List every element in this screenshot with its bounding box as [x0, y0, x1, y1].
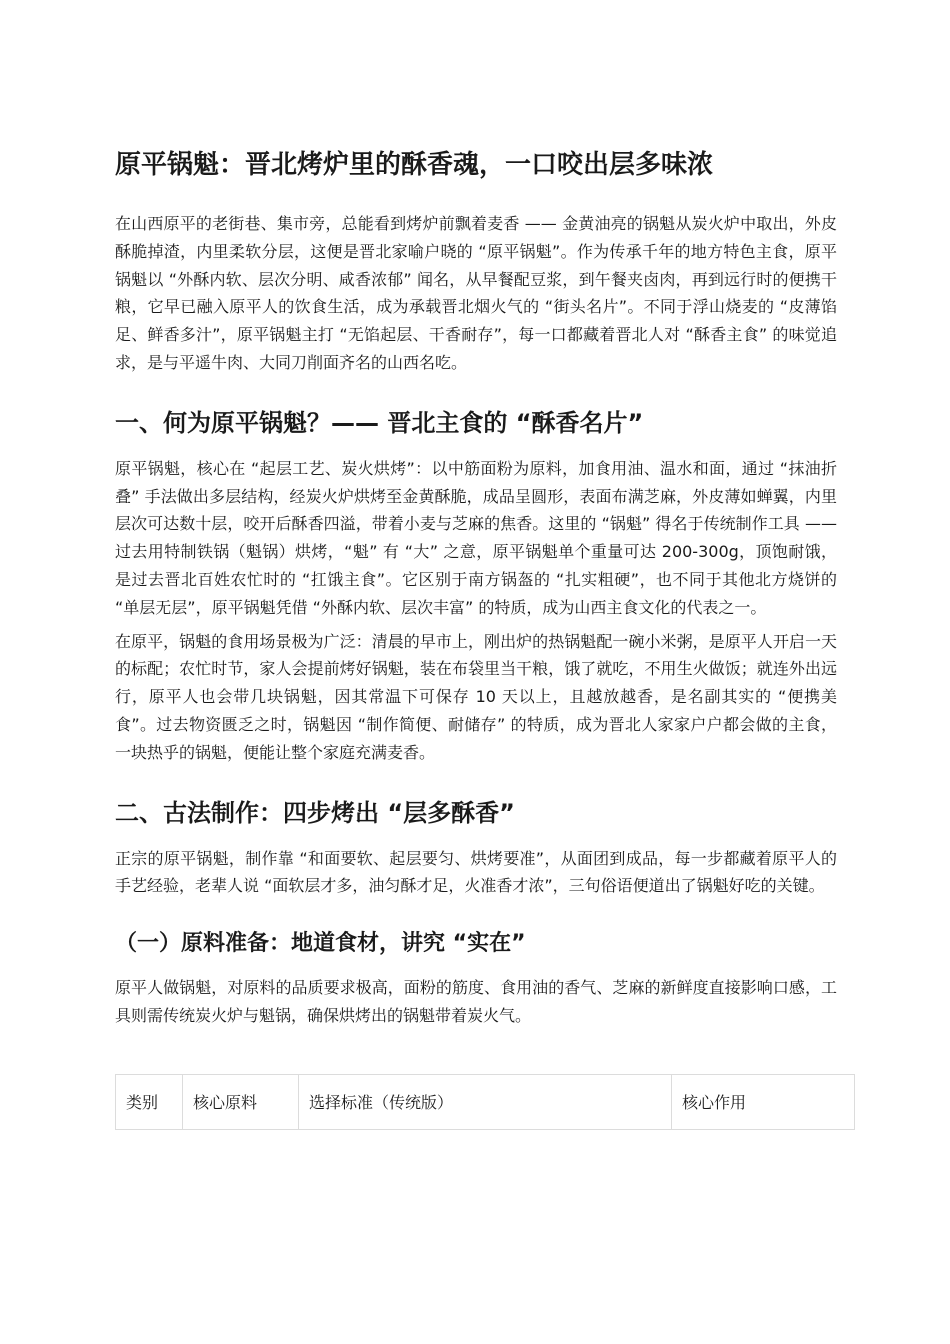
document-page [115, 140, 837, 1130]
ingredients-table [115, 1074, 855, 1130]
table-header-ingredient: 核心原料 [183, 1074, 299, 1129]
section-1-paragraph-2: 在原平，锅魁的食用场景极为广泛：清晨的早市上，刚出炉的热锅魁配一碗小米粥，是原平人开启一天的标配；农忙时节，家人会提前烤好锅魁，装在布袋里当干粮，饿了就吃，不用生火做饭；就连外出远行，原平人也会带几块锅魁，因其常温下可保存 10 天以上，且越放越香，是名副其实的 “便携美食”。过去物资匮乏之时，锅魁因 “制作简便、耐储存” 的特质，成为晋北人家家户户都会做的主食，一块热乎的锅魁，便能让整个家庭充满麦香。 [115, 631, 837, 762]
intro-paragraph: 在山西原平的老街巷、集市旁，总能看到烤炉前飘着麦香 —— 金黄油亮的锅魁从炭火炉中取出，外皮酥脆掉渣，内里柔软分层，这便是晋北家喻户晓的 “原平锅魁”。作为传承千年的地方特色主食，原平锅魁以 “外酥内软、层次分明、咸香浓郁” 闻名，从早餐配豆浆，到午餐夹卤肉，再到远行时的便携干粮，它早已融入原平人的饮食生活，成为承载晋北烟火气的 “街头名片”。不同于浮山烧麦的 “皮薄馅足、鲜香多汁”，原平锅魁主打 “无馅起层、干香耐存”，每一口都藏着晋北人对 “酥香主食” 的味觉追求，是与平遥牛肉、大同刀削面齐名的山西名吃。 [115, 214, 837, 372]
section-1-paragraph-1: 原平锅魁，核心在 “起层工艺、炭火烘烤”：以中筋面粉为原料，加食用油、温水和面，通过 “抹油折叠” 手法做出多层结构，经炭火炉烘烤至金黄酥脆，成品呈圆形，表面布满芝麻，外皮薄如蝉翼，内里层次可达数十层，咬开后酥香四溢，带着小麦与芝麻的焦香。这里的 “锅魁” 得名于传统制作工具 —— 过去用特制铁锅（魁锅）烘烤，“魁” 有 “大” 之意，原平锅魁单个重量可达 200-300g，顶饱耐饿，是过去晋北百姓农忙时的 “扛饿主食”。它区别于南方锅盔的 “扎实粗硬”，也不同于其他北方烧饼的 “单层无层”，原平锅魁凭借 “外酥内软、层次丰富” 的特质，成为山西主食文化的代表之一。 [115, 458, 837, 617]
table-header-criteria: 选择标准（传统版） [299, 1074, 672, 1129]
section-2-paragraph: 正宗的原平锅魁，制作靠 “和面要软、起层要匀、烘烤要准”，从面团到成品，每一步都藏着原平人的手艺经验，老辈人说 “面软层才多，油匀酥才足，火准香才浓”，三句俗语便道出了锅魁好吃的关键。 [115, 848, 837, 896]
table-header-role: 核心作用 [672, 1074, 855, 1129]
section-1-heading: 一、何为原平锅魁？—— 晋北主食的 “酥香名片” [115, 408, 644, 437]
table-header-row [116, 1074, 855, 1129]
document-title: 原平锅魁：晋北烤炉里的酥香魂，一口咬出层多味浓 [115, 150, 714, 180]
subsection-1-paragraph: 原平人做锅魁，对原料的品质要求极高，面粉的筋度、食用油的香气、芝麻的新鲜度直接影响口感，工具则需传统炭火炉与魁锅，确保烘烤出的锅魁带着炭火气。 [115, 978, 837, 1025]
subsection-1-heading: （一）原料准备：地道食材，讲究 “实在” [115, 931, 526, 957]
section-2-heading: 二、古法制作：四步烤出 “层多酥香” [115, 798, 515, 827]
table-header-category: 类别 [116, 1074, 183, 1129]
